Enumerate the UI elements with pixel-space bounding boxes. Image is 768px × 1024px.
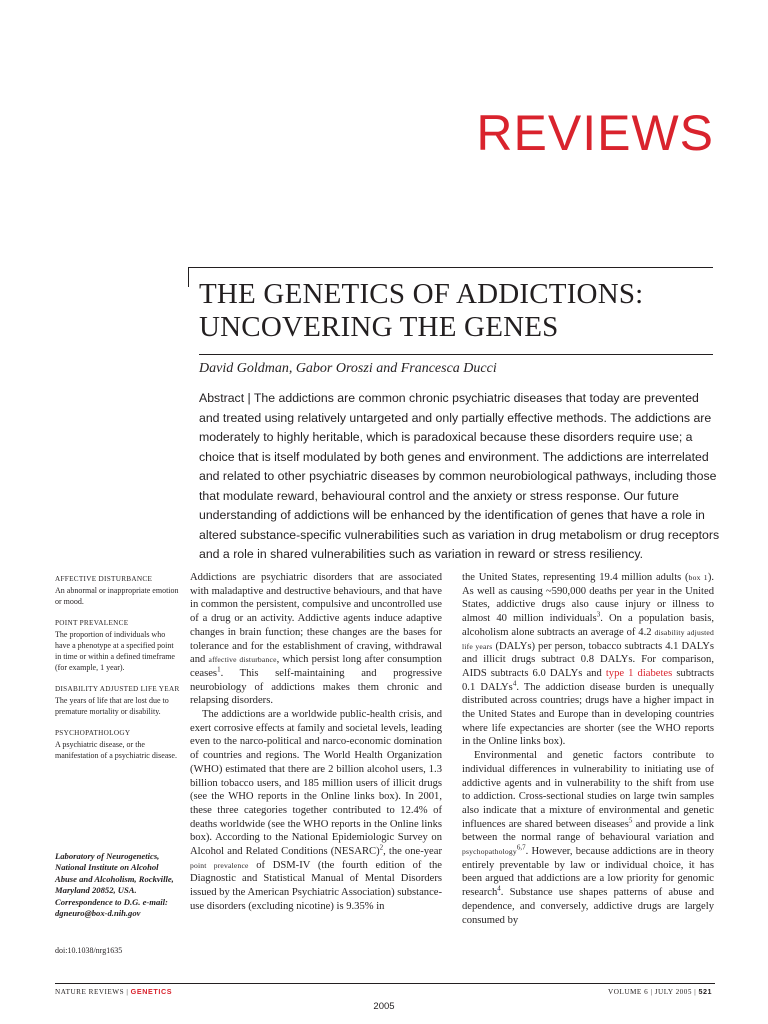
doi: doi:10.1038/nrg1635 <box>55 946 123 955</box>
glossary-definition: The years of life that are lost due to premature mortality or disability. <box>55 696 169 716</box>
footer-issue: VOLUME 6 | JULY 2005 | 521 <box>608 987 712 996</box>
glossary-term: DISABILITY ADJUSTED LIFE YEAR <box>55 685 180 693</box>
glossary-link[interactable]: disability adjusted life years <box>462 627 714 651</box>
title-line-1: THE GENETICS OF ADDICTIONS: <box>199 278 644 310</box>
citation[interactable]: 2 <box>379 843 384 852</box>
article-title <box>199 278 719 344</box>
citation[interactable]: 3 <box>596 610 601 619</box>
database-link[interactable]: type 1 diabetes <box>605 667 673 679</box>
page-number: 521 <box>698 987 712 996</box>
section-label: REVIEWS <box>476 105 714 161</box>
abstract-line: that modulate reward, behavioural control and the anxiety or stress response. Our future <box>199 488 679 503</box>
title-bottom-rule <box>199 354 713 355</box>
citation[interactable]: 4 <box>512 679 517 688</box>
footer-subject: GENETICS <box>130 987 173 996</box>
footer-rule <box>55 983 715 984</box>
abstract-line: understanding of addictions will be enhanced by the identification of genes that have a role in <box>199 508 705 522</box>
abstract-line: and treated using relatively untargeted and only partially effective methods. The addictions are <box>199 410 712 425</box>
citation[interactable]: 6,7 <box>516 843 526 852</box>
box-link[interactable]: box 1 <box>688 573 708 582</box>
body-paragraph: Environmental and genetic factors contribute to individual differences in vulnerability to initiating use of addictive agents and in vulnerability to the shift from use to addiction. Cross-sectional studies on large twin samples also indicate that a mixture of environmental and genetic influences are shared between diseases$^5$ and provide a link between the normal range of behavioural variation and psychopathology$^{6,7}$. However, because addictions are in theory entirely preventable by law or individual choice, it has been argued that addictions are a low priority for genomic research$^4$. Substance use shapes patterns of abuse and dependence, and conversely, addictive drugs are largely consumed by <box>462 750 714 926</box>
author-list: David Goldman, Gabor Oroszi and Francesca Ducci <box>199 361 497 376</box>
body-paragraph: Addictions are psychiatric disorders that are associated with maladaptive and destructive behaviours, and that have in common the persistent, compulsive and uncontrolled use of a drug or an activity. Addictive agents induce adaptive changes in brain function; these changes are the bases for tolerance and for the establishment of craving, withdrawal and affective disturbance, which persist long after consumption ceases$^1$. This self-maintaining and progressive neurobiology of addictions makes them chronic and relapsing disorders. <box>190 572 442 707</box>
glossary-definition: An abnormal or inappropriate emotion or mood. <box>55 586 179 606</box>
abstract-line: moderately to highly heritable, which is paradoxical because these disorders require use; a <box>199 430 693 444</box>
abstract-line: altered substance-specific vulnerabilities such as variation in drug metabolism or drug receptors <box>199 527 720 542</box>
glossary-term: PSYCHOPATHOLOGY <box>55 729 131 737</box>
glossary-term: POINT PREVALENCE <box>55 619 129 627</box>
author-affiliation: Laboratory of Neurogenetics, National Institute on Alcohol Abuse and Alcoholism, Rockville, Maryland 20852, USA. Correspondence to D.G. e-mail: dgneuro@box-d.nih.gov <box>55 851 174 919</box>
citation[interactable]: 1 <box>217 665 221 674</box>
glossary-term: AFFECTIVE DISTURBANCE <box>55 575 153 583</box>
glossary-link[interactable]: psychopathology <box>462 847 517 857</box>
title-side-rule <box>188 267 189 287</box>
body-column-2 <box>462 571 714 927</box>
glossary-link[interactable]: point prevalence <box>190 860 249 870</box>
title-line-2: UNCOVERING THE GENES <box>199 311 559 343</box>
page-year: 2005 <box>373 1001 395 1012</box>
footer-journal: NATURE REVIEWS | GENETICS <box>55 987 173 996</box>
abstract <box>199 389 720 565</box>
abstract-line: and related to other psychiatric diseases by common neurobiological pathways, including those <box>199 469 717 483</box>
abstract-line: choice that is itself modulated by both genes and environment. The addictions are interrelated <box>199 449 709 464</box>
body-paragraph: The addictions are a worldwide public-health crisis, and exert corrosive effects at family and societal levels, leading even to the narco-political and narco-economic domination of countries and regions. The World Health Organization (WHO) estimated that there are 2 billion alcohol users, 1.3 billion tobacco users, and 185 million users of illicit drugs (see the WHO reports in the Online links box). In 2001, these three categories together contributed to 12.4% of deaths worldwide (see the WHO reports in the Online links box). According to the National Epidemiologic Survey on Alcohol and Related Conditions (NESARC)$^2$, the one-year point prevalence of DSM-IV (the fourth edition of the Diagnostic and Statistical Manual of Mental Disorders issued by the American Psychiatric Association) substance-use disorders (excluding nicotine) is 9.35% in <box>190 709 442 912</box>
abstract-line: Abstract | The addictions are common chronic psychiatric diseases that today are prevented <box>199 391 699 405</box>
citation[interactable]: 4 <box>497 884 501 893</box>
glossary-definition: The proportion of individuals who have a phenotype at a specified point in time or within a defined timeframe (for example, 1 year). <box>55 630 175 672</box>
body-paragraph: the United States, representing 19.4 million adults (box 1). As well as causing ~590,000 deaths per year in the United States, addictive drugs also cause injury or illness to almost 40 million individuals$^3$. On a population basis, alcoholism alone subtracts an average of 4.2 disability adjusted life years (DALYs) per person, tobacco subtracts 4.1 DALYs and illicit drugs subtract 0.8 DALYs. For comparison, AIDS subtracts 6.0 DALYs and type 1 diabetes subtracts 0.1 DALYs$^4$. The addiction disease burden is unequally distributed across countries; drugs have a higher impact in the United States and Europe than in developing countries where life expectancies are shorter (see the WHO reports in the Online links box). <box>462 572 714 748</box>
abstract-line: and a role in shared vulnerabilities such as variation in reward or stress resiliency. <box>199 547 644 561</box>
glossary-definition: A psychiatric disease, or the manifestation of a psychiatric disease. <box>55 740 177 760</box>
title-top-rule <box>188 267 713 268</box>
body-column-1 <box>190 571 442 914</box>
glossary-link[interactable]: affective disturbance <box>208 655 277 665</box>
glossary-sidebar <box>55 574 180 772</box>
citation[interactable]: 5 <box>628 816 633 825</box>
